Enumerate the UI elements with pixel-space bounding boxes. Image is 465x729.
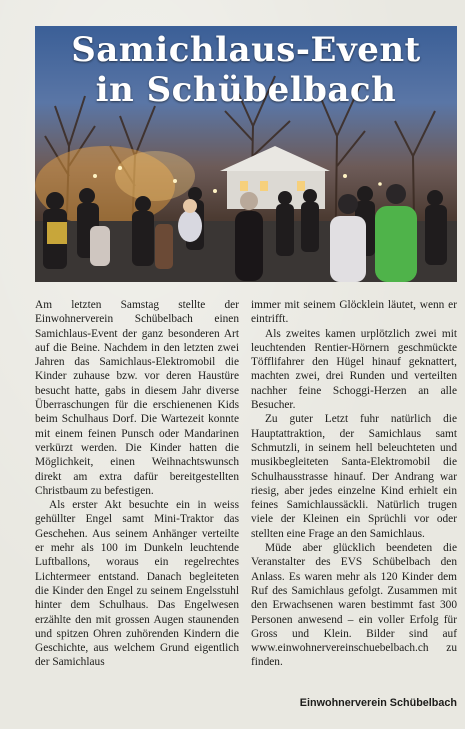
paragraph: immer mit seinem Glöcklein läutet, wenn er eintrifft. [251, 299, 457, 326]
article-title-line-2: in Schübelbach [95, 70, 397, 110]
article-column-left [35, 298, 239, 670]
event-photo [35, 26, 457, 282]
article-byline: Einwohnerverein Schübelbach [299, 697, 457, 709]
paragraph: Müde aber glücklich beendeten die Veranstalter des EVS Schübelbach den Anlass. Es waren mehr als 120 Kinder dem Ruf des Samichlaus gefolgt. Zusammen mit den Erwachsenen waren bestimmt fast 300 Personen anwesend – ein voller Erfolg für Gross und Klein. Bilder sind auf www.einwohnervereinschuebelbach.ch zu finden. [251, 542, 457, 669]
article-title-line-1: Samichlaus-Event [71, 30, 421, 70]
article-column-right [251, 298, 457, 670]
paragraph: Als zweites kamen urplötzlich zwei mit leuchtenden Rentier-Hörnern geschmückte Töfflifahrer den Hügel hinauf geknattert, machten zwei, drei Runden und verteilten nachher feine Schoggi-Herzen an alle Besucher. [251, 327, 457, 412]
paragraph: Am letzten Samstag stellte der Einwohnerverein Schübelbach einen Samichlaus-Event der ganz besonderen Art auf die Beine. Nachdem in den letzten zwei Jahren das Samichlaus-Elektromobil die Kinder zuhause bzw. vor deren Haustüre besucht hatte, gabs in diesem Jahr diverse Überraschungen für die erschienenen Kids beim Schulhaus Dorf. Die Wartezeit konnte mit einem feinen Punsch oder Mandarinen verkürzt werden. Die Kinder hatten die Möglichkeit, einen Weihnachtswunsch direkt am extra dafür bereitgestellten Christbaum zu befestigen. [35, 299, 239, 497]
paragraph: Als erster Akt besuchte ein in weiss gehüllter Engel samt Mini-Traktor das Geschehen. Aus seinem Anhänger verteilte er mehr als 100 im Dunkeln leuchtende Luftballons, woraus ein regelrechtes Lichtermeer entstand. Danach begleiteten die Kinder den Engel zu seinem Engelsstuhl hinter dem Schulhaus. Das Engelwesen erzählte den mit grossen Augen staunenden und spitzen Ohren zuhörenden Kindern die Geschichte, aus welchem Grund eigentlich der Samichlaus [35, 499, 239, 669]
paragraph: Zu guter Letzt fuhr natürlich die Hauptattraktion, der Samichlaus samt Schmutzli, in seinem hell beleuchteten und musikbegleiteten Santa-Elektromobil die Schulhausstrasse hinauf. Der Andrang war riesig, aber jedes einzelne Kind erhielt ein feines Samichlaussäckli. Natürlich trugen viele der Kleinen ein Sprüchli vor oder stellten eine Frage an den Samichlaus. [251, 413, 457, 540]
